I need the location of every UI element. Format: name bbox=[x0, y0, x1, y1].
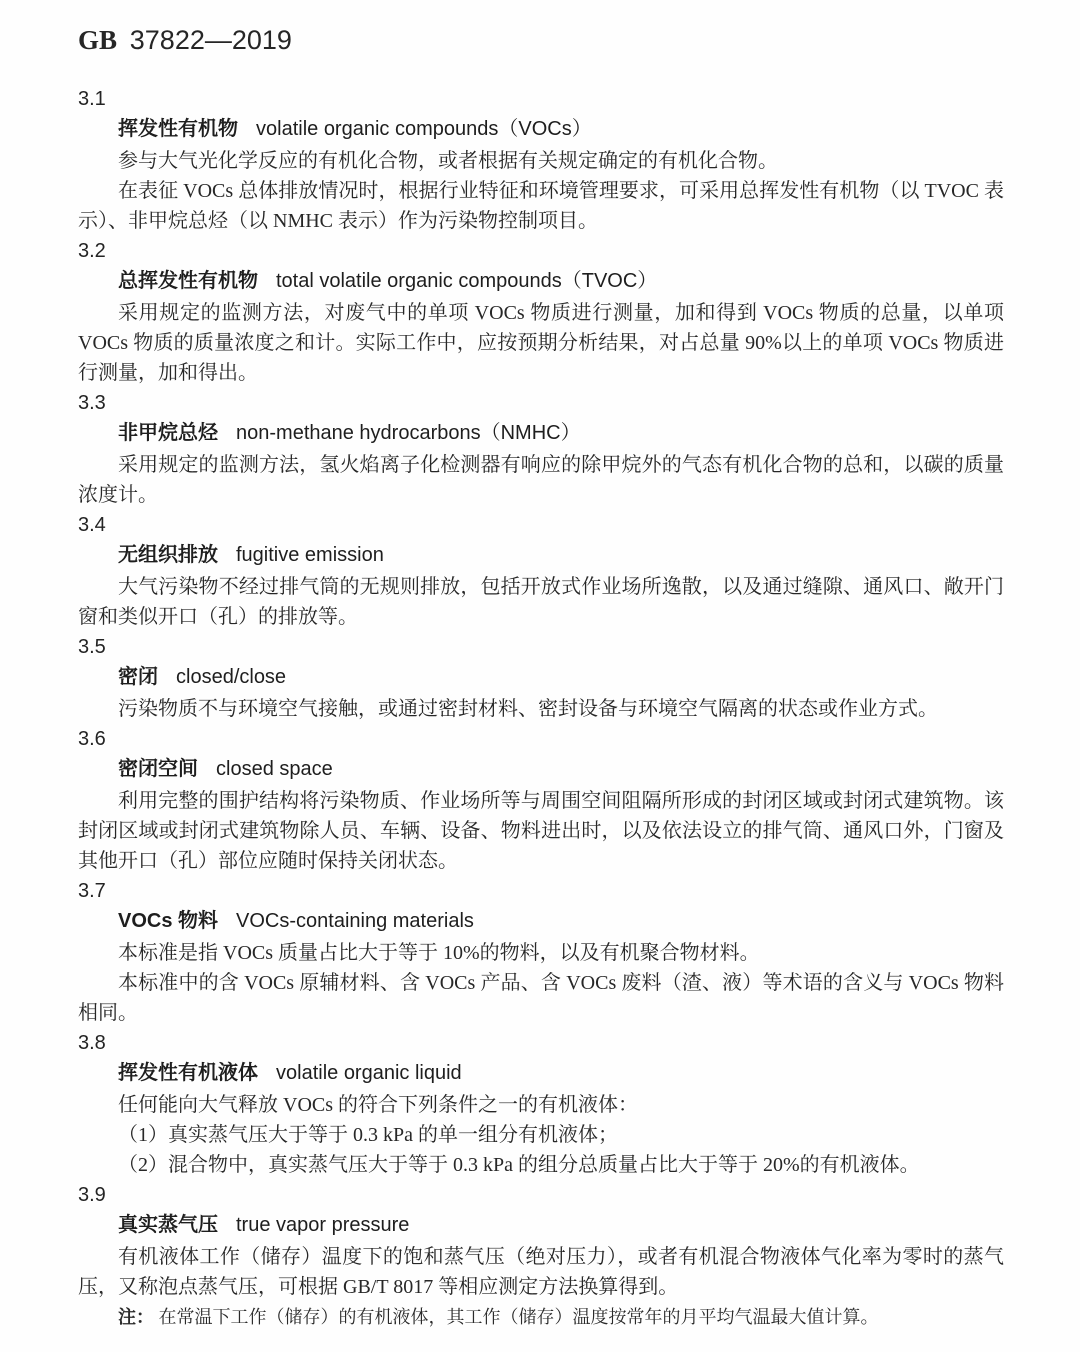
standard-code-prefix: GB bbox=[78, 25, 118, 55]
term-chinese: 非甲烷总烃 bbox=[118, 422, 218, 444]
note-text: 在常温下工作（储存）的有机液体，其工作（储存）温度按常年的月平均气温最大值计算。 bbox=[158, 1307, 879, 1327]
definition-paragraph: 采用规定的监测方法，对废气中的单项 VOCs 物质进行测量，加和得到 VOCs 物质的总量，以单项 VOCs 物质的质量浓度之和计。实际工作中，应按预期分析结果，对占总量 90%以上的单项 VOCs 物质进行测量，加和得出。 bbox=[78, 302, 1004, 384]
section-3-7 bbox=[78, 876, 1004, 1028]
term-chinese: 密闭空间 bbox=[118, 758, 198, 780]
term-chinese: 无组织排放 bbox=[118, 544, 218, 566]
section-3-4 bbox=[78, 510, 1004, 632]
section-3-9 bbox=[78, 1180, 1004, 1332]
term-line bbox=[78, 662, 1004, 694]
note-label: 注： bbox=[118, 1307, 154, 1327]
section-number: 3.1 bbox=[78, 88, 106, 110]
definition-paragraph: 参与大气光化学反应的有机化合物，或者根据有关规定确定的有机化合物。 bbox=[118, 150, 778, 172]
term-chinese: 真实蒸气压 bbox=[118, 1214, 218, 1236]
term-line bbox=[78, 114, 1004, 146]
term-chinese: VOCs 物料 bbox=[118, 910, 219, 932]
section-3-3 bbox=[78, 388, 1004, 510]
term-english: closed space bbox=[216, 758, 333, 780]
definition-paragraph: 本标准是指 VOCs 质量占比大于等于 10%的物料，以及有机聚合物材料。 bbox=[118, 942, 760, 964]
definition-paragraph: 采用规定的监测方法，氢火焰离子化检测器有响应的除甲烷外的气态有机化合物的总和，以碳的质量浓度计。 bbox=[78, 454, 1004, 506]
term-line bbox=[78, 418, 1004, 450]
definition-paragraph: 利用完整的围护结构将污染物质、作业场所等与周围空间阻隔所形成的封闭区域或封闭式建筑物。该封闭区域或封闭式建筑物除人员、车辆、设备、物料进出时，以及依法设立的排气筒、通风口外，门窗及其他开口（孔）部位应随时保持关闭状态。 bbox=[78, 790, 1004, 872]
term-english: closed/close bbox=[176, 666, 287, 688]
definition-paragraph: 本标准中的含 VOCs 原辅材料、含 VOCs 产品、含 VOCs 废料（渣、液）等术语的含义与 VOCs 物料相同。 bbox=[78, 972, 1004, 1024]
term-chinese: 总挥发性有机物 bbox=[118, 270, 258, 292]
section-number: 3.9 bbox=[78, 1184, 106, 1206]
section-number: 3.5 bbox=[78, 636, 106, 658]
definition-paragraph: 污染物质不与环境空气接触，或通过密封材料、密封设备与环境空气隔离的状态或作业方式。 bbox=[118, 698, 938, 720]
term-line bbox=[78, 540, 1004, 572]
section-3-1 bbox=[78, 84, 1004, 236]
section-3-5 bbox=[78, 632, 1004, 724]
term-line bbox=[78, 1058, 1004, 1090]
definition-paragraph: 大气污染物不经过排气筒的无规则排放，包括开放式作业场所逸散，以及通过缝隙、通风口、敞开门窗和类似开口（孔）的排放等。 bbox=[78, 576, 1004, 628]
term-chinese: 挥发性有机物 bbox=[118, 118, 238, 140]
section-3-8 bbox=[78, 1028, 1004, 1180]
term-chinese: 密闭 bbox=[118, 666, 158, 688]
section-number: 3.4 bbox=[78, 514, 106, 536]
section-3-2 bbox=[78, 236, 1004, 388]
term-english: non-methane hydrocarbons（NMHC） bbox=[236, 422, 581, 444]
section-3-6 bbox=[78, 724, 1004, 876]
section-number: 3.2 bbox=[78, 240, 106, 262]
list-item-1: （1）真实蒸气压大于等于 0.3 kPa 的单一组分有机液体； bbox=[118, 1124, 618, 1146]
term-english: VOCs-containing materials bbox=[236, 910, 474, 932]
term-line bbox=[78, 906, 1004, 938]
definition-paragraph: 在表征 VOCs 总体排放情况时，根据行业特征和环境管理要求，可采用总挥发性有机物（以 TVOC 表示）、非甲烷总烃（以 NMHC 表示）作为污染物控制项目。 bbox=[78, 180, 1004, 232]
section-number: 3.8 bbox=[78, 1032, 106, 1054]
standard-code-number: 37822—2019 bbox=[129, 25, 292, 55]
section-number: 3.6 bbox=[78, 728, 106, 750]
term-english: fugitive emission bbox=[236, 544, 384, 566]
term-english: volatile organic compounds（VOCs） bbox=[256, 118, 592, 140]
term-english: volatile organic liquid bbox=[276, 1062, 462, 1084]
section-number: 3.3 bbox=[78, 392, 106, 414]
term-english: total volatile organic compounds（TVOC） bbox=[276, 270, 658, 292]
definition-paragraph: 任何能向大气释放 VOCs 的符合下列条件之一的有机液体： bbox=[118, 1094, 639, 1116]
term-line bbox=[78, 1210, 1004, 1242]
term-chinese: 挥发性有机液体 bbox=[118, 1062, 258, 1084]
term-english: true vapor pressure bbox=[236, 1214, 410, 1236]
list-item-2: （2）混合物中，真实蒸气压大于等于 0.3 kPa 的组分总质量占比大于等于 20%的有机液体。 bbox=[118, 1154, 920, 1176]
document-code-header bbox=[78, 24, 1004, 56]
term-line bbox=[78, 754, 1004, 786]
term-line bbox=[78, 266, 1004, 298]
definition-paragraph: 有机液体工作（储存）温度下的饱和蒸气压（绝对压力），或者有机混合物液体气化率为零时的蒸气压，又称泡点蒸气压，可根据 GB/T 8017 等相应测定方法换算得到。 bbox=[78, 1246, 1004, 1298]
section-number: 3.7 bbox=[78, 880, 106, 902]
note-line bbox=[78, 1302, 1004, 1332]
